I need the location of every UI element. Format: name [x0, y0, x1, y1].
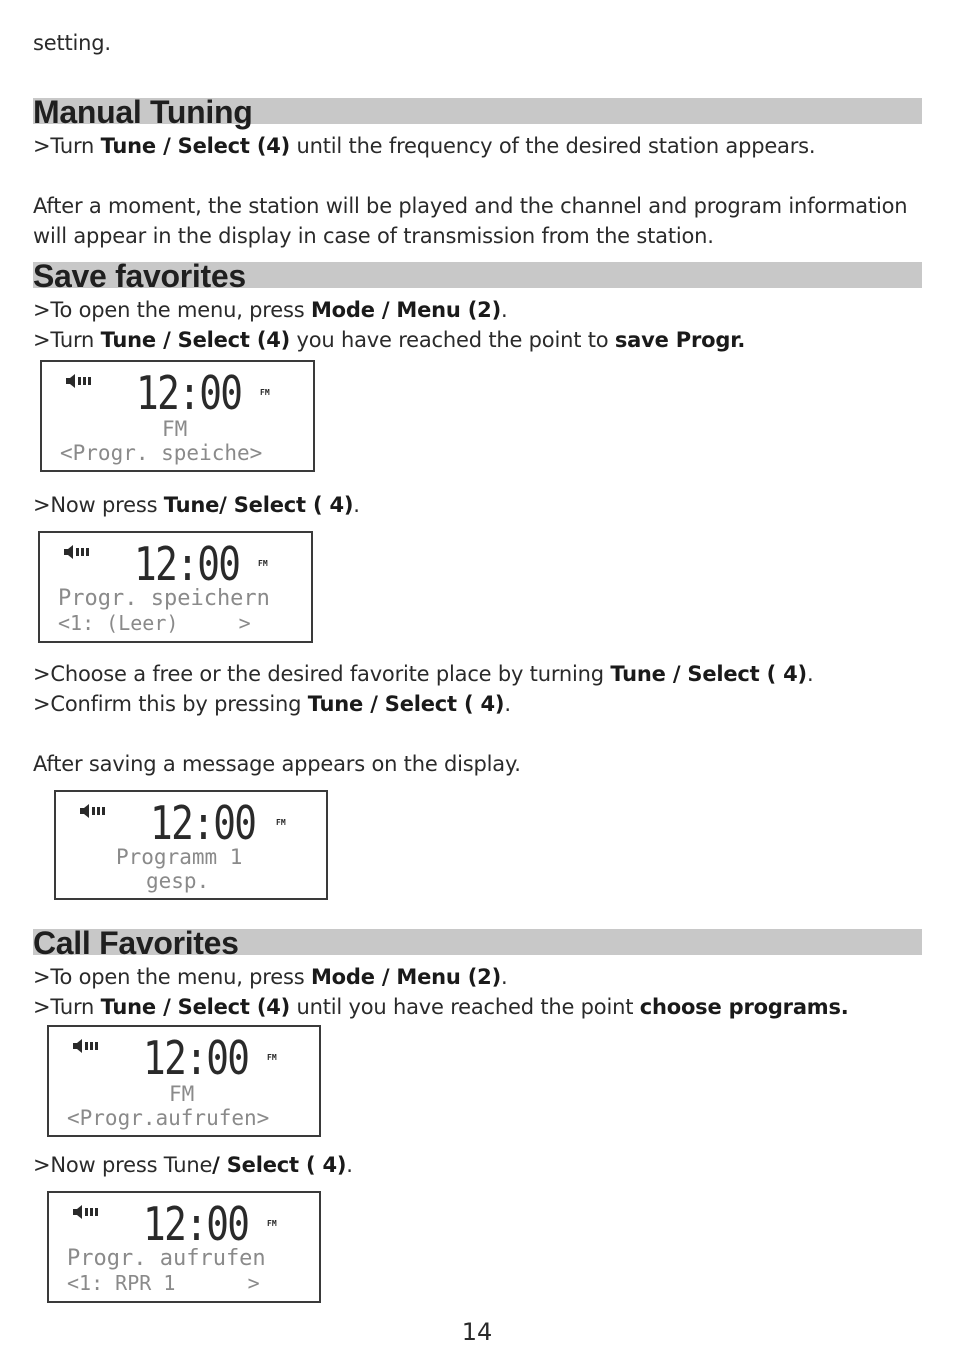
paragraph-line: After saving a message appears on the display. [33, 752, 521, 776]
paragraph-line: will appear in the display in case of transmission from the station. [33, 224, 714, 248]
lcd-line: gesp. [146, 869, 210, 893]
lcd-line: Progr. speichern [58, 586, 270, 611]
lcd-line: <Progr. speiche> [60, 441, 263, 465]
paragraph-line: After a moment, the station will be played and the channel and program information [33, 194, 908, 218]
section-heading-call-favorites: Call Favorites [33, 925, 239, 961]
intro-text: setting. [33, 31, 111, 55]
lcd-display [38, 531, 313, 643]
clock-display: 12:00 [143, 1197, 249, 1251]
lcd-line: <1: RPR 1 > [67, 1271, 260, 1295]
clock-display: 12:00 [143, 1031, 249, 1085]
clock-display: 12:00 [134, 537, 240, 591]
instruction-line: >Turn Tune / Select (4) until you have reached the point choose programs. [33, 995, 849, 1019]
lcd-display [40, 360, 315, 472]
speaker-icon [80, 804, 110, 818]
speaker-icon [64, 545, 94, 559]
lcd-display [47, 1191, 321, 1303]
section-heading-bar [33, 94, 922, 130]
lcd-line: <Progr.aufrufen> [67, 1106, 270, 1130]
instruction-line: >To open the menu, press Mode / Menu (2). [33, 298, 508, 322]
speaker-icon [73, 1205, 103, 1219]
lcd-line: FM [169, 1082, 195, 1106]
clock-display: 12:00 [150, 796, 256, 850]
fm-indicator: FM [260, 388, 270, 397]
instruction-line: >Now press Tune/ Select ( 4). [33, 493, 360, 517]
lcd-display [47, 1025, 321, 1137]
section-heading-bar [33, 258, 922, 294]
fm-indicator: FM [267, 1053, 277, 1062]
speaker-icon [66, 374, 96, 388]
section-heading-manual-tuning: Manual Tuning [33, 94, 253, 130]
section-heading-bar [33, 925, 922, 961]
instruction-line: >To open the menu, press Mode / Menu (2). [33, 965, 508, 989]
lcd-line: FM [162, 417, 188, 441]
fm-indicator: FM [267, 1219, 277, 1228]
section-heading-save-favorites: Save favorites [33, 258, 246, 294]
clock-display: 12:00 [136, 366, 242, 420]
speaker-icon [73, 1039, 103, 1053]
fm-indicator: FM [258, 559, 268, 568]
instruction-line: >Now press Tune/ Select ( 4). [33, 1153, 353, 1177]
page-number: 14 [461, 1318, 493, 1346]
lcd-line: <1: (Leer) > [58, 611, 251, 635]
instruction-line: >Confirm this by pressing Tune / Select ( 4). [33, 692, 511, 716]
fm-indicator: FM [276, 818, 286, 827]
lcd-line: Programm 1 [116, 845, 243, 869]
instruction-line: >Turn Tune / Select (4) you have reached the point to save Progr. [33, 328, 746, 352]
lcd-line: Progr. aufrufen [67, 1246, 266, 1271]
lcd-display [54, 790, 328, 900]
instruction-line: >Choose a free or the desired favorite place by turning Tune / Select ( 4). [33, 662, 814, 686]
instruction-line: >Turn Tune / Select (4) until the frequency of the desired station appears. [33, 134, 816, 158]
